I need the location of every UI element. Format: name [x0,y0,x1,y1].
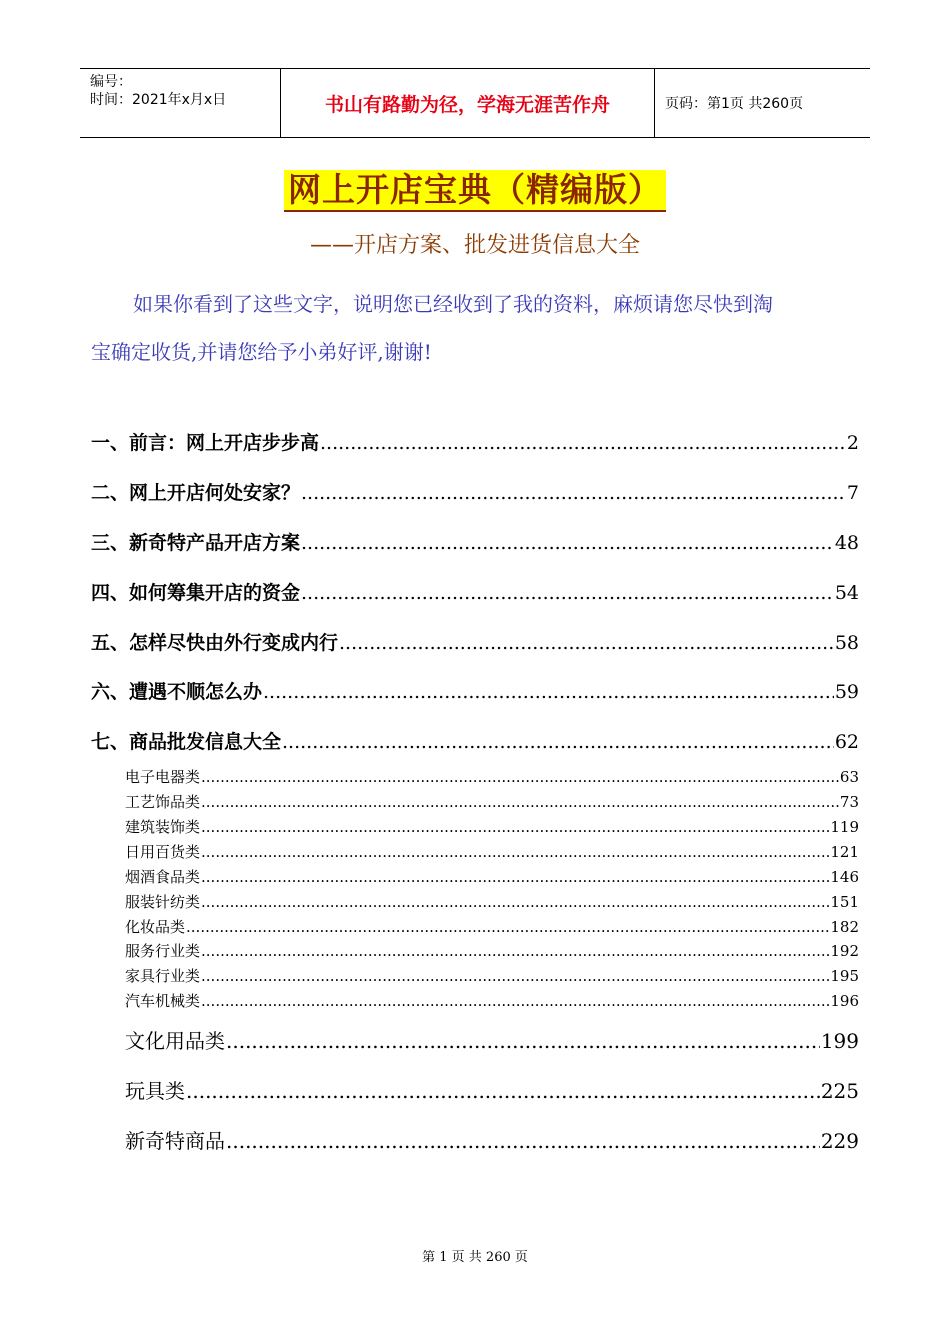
page-info: 页码：第1页 共260页 [665,96,804,112]
motto: 书山有路勤为径，学海无涯苦作舟 [281,69,655,137]
subtoc-page: 182 [830,918,859,936]
toc-entry[interactable] [91,578,859,605]
toc-entry[interactable] [91,428,859,455]
subtoc-entry[interactable] [125,866,859,887]
subtoc-label: 玩具类 [125,1079,185,1103]
subtoc-entry[interactable] [125,1075,859,1104]
subtoc-label: 服务行业类 [125,942,201,960]
subtoc-page: 199 [820,1029,859,1053]
subtoc-label: 家具行业类 [125,967,201,985]
subtoc-label: 工艺饰品类 [125,793,201,811]
toc-leader [201,992,829,1010]
toc-entry[interactable] [91,478,859,505]
title-wrap [0,170,950,212]
toc-leader [320,432,846,454]
toc-label: 四、如何筹集开店的资金 [91,582,301,604]
toc-leader [201,868,829,886]
toc-leader [201,843,829,861]
toc-leader [226,1029,820,1053]
toc-page: 7 [846,482,859,504]
subtoc-entry[interactable] [125,816,859,837]
intro-paragraph [91,280,866,376]
toc-page: 59 [834,681,859,703]
subtoc-page: 121 [830,843,859,861]
subtoc-label: 烟酒食品类 [125,868,201,886]
toc-label: 七、商品批发信息大全 [91,731,282,753]
subtoc-page: 119 [830,818,859,836]
subtoc-entry[interactable] [125,916,859,937]
header-table [80,68,870,138]
subtoc-page: 63 [839,768,859,786]
subtoc-entry[interactable] [125,965,859,986]
subtoc-page: 192 [830,942,859,960]
toc-entry[interactable] [91,528,859,555]
time-label: 时间：2021年x月x日 [90,92,227,108]
subtoc-label: 汽车机械类 [125,992,201,1010]
toc-entry[interactable] [91,677,859,704]
toc-leader [301,582,834,604]
subtoc-page: 195 [830,967,859,985]
toc-page: 62 [834,731,859,753]
toc-leader [201,793,839,811]
toc-page: 54 [834,582,859,604]
subtoc-page: 225 [820,1079,859,1103]
subtoc-label: 日用百货类 [125,843,201,861]
toc-entry[interactable] [91,628,859,655]
subtoc-entry[interactable] [125,841,859,862]
subtoc-entry[interactable] [125,990,859,1011]
toc-leader [201,942,829,960]
subtoc-label: 电子电器类 [125,768,201,786]
toc-leader [263,681,834,703]
subtoc-label: 新奇特商品 [125,1129,225,1153]
subtoc-entry[interactable] [125,1125,859,1154]
subtoc-page: 196 [830,992,859,1010]
subtoc-label: 文化用品类 [125,1029,225,1053]
subtoc-label: 建筑装饰类 [125,818,201,836]
toc-label: 六、遭遇不顺怎么办 [91,681,263,703]
subtoc-entry[interactable] [125,791,859,812]
number-label: 编号： [90,74,132,90]
toc-leader [201,967,829,985]
subtoc-label: 化妆品类 [125,918,186,936]
toc-leader [186,918,829,936]
subtoc-page: 229 [820,1129,859,1153]
subtoc-entry[interactable] [125,891,859,912]
toc-leader [301,532,834,554]
toc-leader [226,1129,820,1153]
subtoc-page: 146 [830,868,859,886]
subtoc-entry[interactable] [125,766,859,787]
subtoc-entry[interactable] [125,1025,859,1054]
toc-page: 2 [846,432,859,454]
toc-leader [282,731,834,753]
toc-leader [186,1079,820,1103]
toc-entry[interactable] [91,727,859,754]
intro-line-2: 宝确定收货,并请您给予小弟好评,谢谢! [91,340,432,364]
toc-page: 58 [834,632,859,654]
toc-leader [201,818,829,836]
toc-page: 48 [834,532,859,554]
toc-label: 三、新奇特产品开店方案 [91,532,301,554]
subtoc-label: 服装针纺类 [125,893,201,911]
page-footer: 第 1 页 共 260 页 [422,1250,528,1265]
toc-leader [339,632,834,654]
document-subtitle: ——开店方案、批发进货信息大全 [309,233,640,258]
subtoc-entry[interactable] [125,940,859,961]
toc-label: 二、网上开店何处安家？ [91,482,301,504]
header-left-cell [80,69,281,137]
intro-line-1: 如果你看到了这些文字，说明您已经收到了我的资料，麻烦请您尽快到淘 [133,292,773,316]
toc-label: 一、前言：网上开店步步高 [91,432,320,454]
document-title: 网上开店宝典（精编版） [284,170,666,212]
toc-leader [301,482,846,504]
toc-leader [201,768,839,786]
subtoc-page: 151 [830,893,859,911]
toc-leader [201,893,829,911]
toc-label: 五、怎样尽快由外行变成内行 [91,632,339,654]
subtoc-page: 73 [839,793,859,811]
